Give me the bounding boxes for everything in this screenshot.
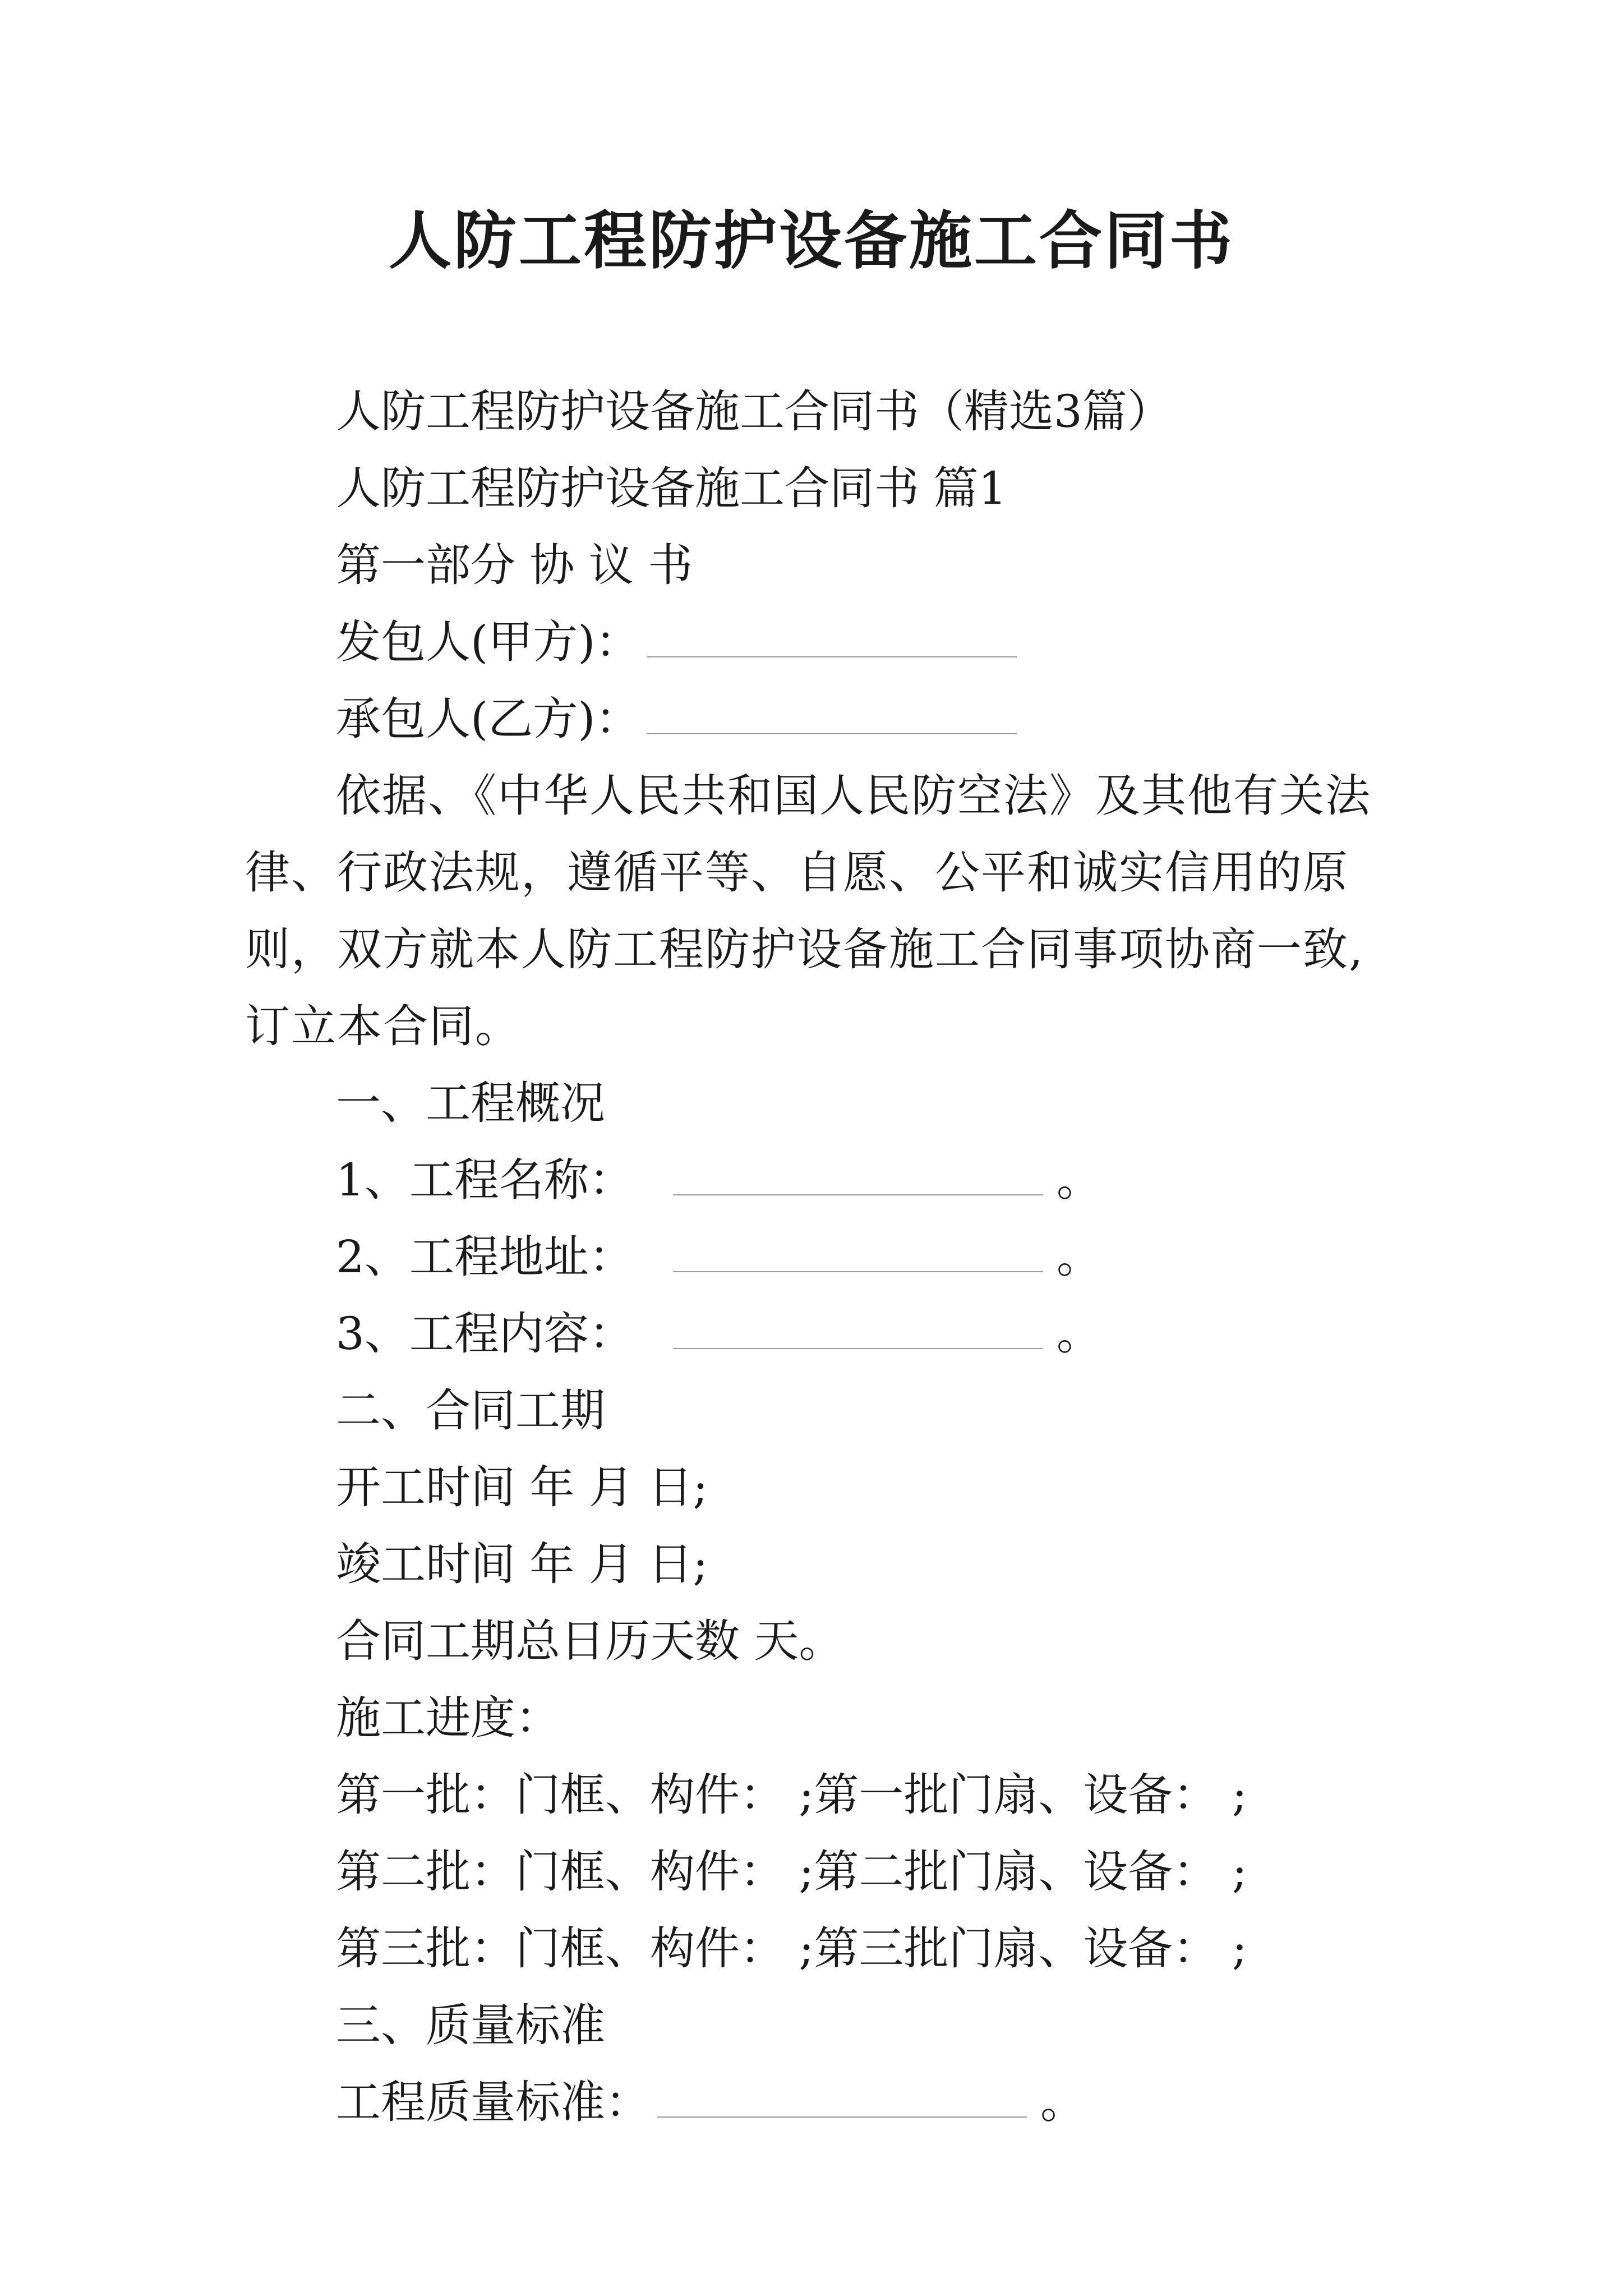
batch-1-line: 第一批：门框、构件： ;第一批门扇、设备： ; [336, 1769, 1247, 1821]
project-name-line [245, 1142, 1395, 1218]
project-content-line [245, 1295, 1395, 1372]
project-name-blank[interactable] [673, 1155, 1043, 1195]
quality-standard-line [245, 2064, 1395, 2141]
document-title: 人防工程防护设备施工合同书 [389, 204, 1234, 278]
batch-2-line: 第二批：门框、构件： ;第二批门扇、设备： ; [336, 1846, 1247, 1898]
party-a-blank[interactable] [647, 617, 1017, 657]
period-mark: 。 [1056, 1154, 1101, 1206]
finish-date-line: 竣工时间 年 月 日; [336, 1538, 708, 1590]
party-a-line [245, 604, 1395, 680]
period-mark: 。 [1040, 2076, 1085, 2128]
document-body [245, 373, 1395, 2141]
party-b-line [245, 680, 1395, 757]
project-address-blank[interactable] [673, 1232, 1043, 1272]
project-content-label: 3、工程内容： [336, 1308, 634, 1360]
party-b-blank[interactable] [647, 694, 1017, 734]
section-heading-schedule: 二、合同工期 [336, 1384, 605, 1437]
preamble-paragraph: 依据、《中华人民共和国人民防空法》及其他有关法律、行政法规，遵循平等、自愿、公平和诚实信用的原则，双方就本人防工程防护设备施工合同事项协商一致,订立本合同。 [245, 770, 1371, 1052]
quality-standard-blank[interactable] [657, 2077, 1027, 2118]
project-address-line [245, 1218, 1395, 1295]
part-heading: 人防工程防护设备施工合同书 篇1 [336, 462, 1007, 514]
period-mark: 。 [1056, 1308, 1101, 1360]
project-address-label: 2、工程地址： [336, 1231, 634, 1283]
section-heading-quality: 三、质量标准 [336, 1999, 605, 2051]
party-b-label: 承包人(乙方)： [336, 693, 640, 745]
project-content-blank[interactable] [673, 1309, 1043, 1349]
project-name-label: 1、工程名称： [336, 1154, 634, 1206]
batch-3-line: 第三批：门框、构件： ;第三批门扇、设备： ; [336, 1922, 1247, 1975]
section-heading-overview: 一、工程概况 [336, 1077, 605, 1129]
start-date-line: 开工时间 年 月 日; [336, 1461, 708, 1513]
subtitle: 人防工程防护设备施工合同书（精选3篇） [336, 385, 1172, 438]
party-a-label: 发包人(甲方)： [336, 616, 640, 668]
quality-standard-label: 工程质量标准： [336, 2076, 650, 2128]
period-mark: 。 [1056, 1231, 1101, 1283]
total-days-line: 合同工期总日历天数 天。 [336, 1615, 844, 1667]
section-heading: 第一部分 协 议 书 [336, 539, 693, 591]
progress-heading: 施工进度： [336, 1692, 560, 1744]
